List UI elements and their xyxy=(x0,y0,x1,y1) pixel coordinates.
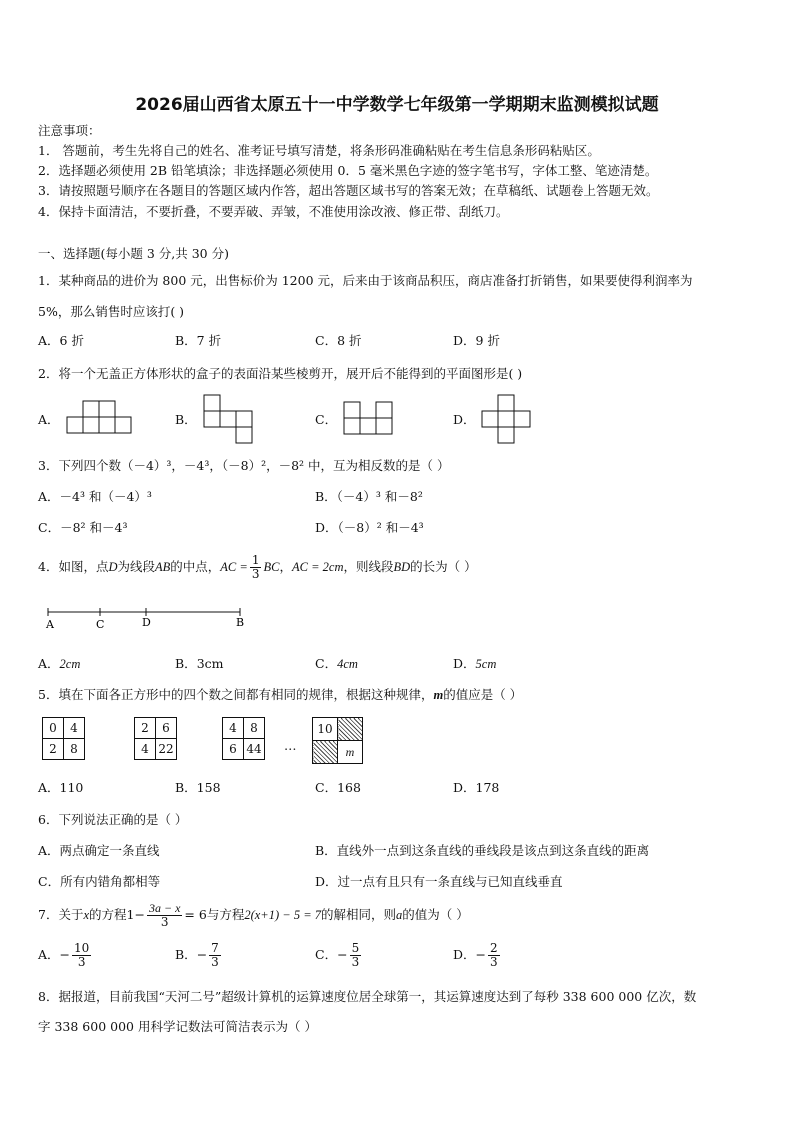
number-grid-2 xyxy=(134,717,177,760)
q2-option-a-label: A． xyxy=(38,412,60,427)
math-expr: 2(x+1) − 5 = 7 xyxy=(244,908,322,922)
fraction-denominator: 3 xyxy=(77,955,86,969)
q1-option-a: A．6 折 xyxy=(38,333,84,348)
q4-text: 4．如图，点 xyxy=(38,559,109,574)
math-var: AB xyxy=(155,560,171,574)
grid-cell-hatched xyxy=(338,718,363,741)
minus-sign: − xyxy=(337,947,348,962)
fraction-denominator: 3 xyxy=(351,955,360,969)
q7-option-d xyxy=(453,942,502,969)
fraction-denominator: 3 xyxy=(490,955,498,969)
q7-text: 的值为（ ） xyxy=(402,907,469,922)
q4-text: ， xyxy=(279,559,292,574)
option-value: 4cm xyxy=(337,657,358,671)
point-label-b: B xyxy=(236,616,245,629)
point-label-d: D xyxy=(142,616,151,629)
grid-cell: 6 xyxy=(223,739,244,760)
fraction-numerator: 10 xyxy=(74,941,90,955)
q4-option-d xyxy=(453,656,496,672)
q3-option-c: C．－8² 和－4³ xyxy=(38,520,128,535)
q6-option-b: B．直线外一点到这条直线的垂线段是该点到这条直线的距离 xyxy=(315,843,650,858)
q1-option-b: B．7 折 xyxy=(175,333,222,348)
q4-text: 的中点， xyxy=(170,559,221,574)
point-label-a: A xyxy=(46,618,54,630)
fraction-numerator: 7 xyxy=(211,941,219,955)
q5-stem xyxy=(38,687,522,703)
fraction-numerator: 2 xyxy=(490,941,498,955)
math-expr: = 6 xyxy=(184,907,207,922)
q5-text: 的值应是（ ） xyxy=(443,687,523,702)
math-var: x xyxy=(83,908,90,922)
math-expr: AC = 2cm xyxy=(291,560,344,574)
grid-cell-hatched xyxy=(313,741,338,764)
grid-cell: 2 xyxy=(135,718,156,739)
option-value: 3cm xyxy=(196,656,224,671)
q4-option-c xyxy=(315,656,358,672)
cube-net-a xyxy=(67,401,131,433)
fraction-numerator: 1 xyxy=(251,553,260,567)
grid-cell: 8 xyxy=(64,739,85,760)
q4-text: 的长为（ ） xyxy=(410,559,477,574)
minus-sign: − xyxy=(59,947,71,962)
q7-text: 的解相同，则 xyxy=(321,907,397,922)
cube-net-d xyxy=(482,395,530,443)
fraction xyxy=(488,942,500,969)
number-grid-3 xyxy=(222,717,265,760)
q4-stem xyxy=(38,554,477,581)
q3-option-b: B．（－4）³ 和－8² xyxy=(315,489,423,504)
option-label: A． xyxy=(38,656,60,671)
option-value: 5cm xyxy=(475,657,497,671)
notice-item: 2．选择题必须使用 2B 铅笔填涂；非选择题必须使用 0．5 毫米黑色字迹的签字笔书写，字体工整、笔迹清楚。 xyxy=(38,163,658,178)
number-grid-1 xyxy=(42,717,85,760)
option-label: D． xyxy=(453,947,476,962)
fraction-numerator: 5 xyxy=(351,941,360,955)
q5-option-b: B．158 xyxy=(175,780,221,795)
fraction-numerator: 3a − x xyxy=(148,901,181,915)
grid-cell: 22 xyxy=(156,739,177,760)
q3-option-d: D．（－8）² 和－4³ xyxy=(315,520,424,535)
q4-text: 为线段 xyxy=(117,559,155,574)
q1-option-c: C．8 折 xyxy=(315,333,362,348)
q7-text: 的方程 xyxy=(89,907,127,922)
q7-text: 与方程 xyxy=(206,907,245,922)
q8-stem-line2: 字 338 600 000 用科学记数法可简洁表示为（ ） xyxy=(38,1019,317,1034)
number-grid-4 xyxy=(312,717,363,764)
grid-cell: 4 xyxy=(223,718,244,739)
notice-item: 3．请按照题号顺序在各题目的答题区域内作答，超出答题区域书写的答案无效；在草稿纸、试题卷上答题无效。 xyxy=(38,183,659,198)
q1-stem-line2: 5%，那么销售时应该打( ) xyxy=(38,304,185,319)
q7-stem xyxy=(38,902,469,929)
fraction-denominator: 3 xyxy=(160,915,169,929)
math-expr: AC = xyxy=(220,560,248,574)
fraction xyxy=(209,942,221,969)
q8-stem-line1: 8．据报道，目前我国“天河二号”超级计算机的运算速度位居全球第一，其运算速度达到了每秒 338 600 000 亿次，数 xyxy=(38,989,697,1004)
segment-figure xyxy=(40,604,250,630)
ellipsis: … xyxy=(284,738,297,753)
grid-cell: 4 xyxy=(135,739,156,760)
fraction-denominator: 3 xyxy=(211,955,219,969)
notice-item: 4．保持卡面清洁，不要折叠，不要弄破、弄皱，不准使用涂改液、修正带、刮纸刀。 xyxy=(38,204,509,219)
q4-option-a xyxy=(38,656,80,672)
option-label: B． xyxy=(175,656,197,671)
q3-stem: 3．下列四个数（－4）³，－4³，（－8）²，－8² 中，互为相反数的是（ ） xyxy=(38,458,450,473)
fraction-denominator: 3 xyxy=(251,567,260,581)
cube-net-figures xyxy=(0,0,794,460)
page-title: 2026届山西省太原五十一中学数学七年级第一学期期末监测模拟试题 xyxy=(135,95,659,115)
fraction xyxy=(350,942,362,969)
grid-cell: 4 xyxy=(64,718,85,739)
fraction xyxy=(72,942,91,969)
fraction xyxy=(147,902,182,929)
q1-stem-line1: 1．某种商品的进价为 800 元，出售标价为 1200 元，后来由于该商品积压，商店准备打折销售，如果要使得利润率为 xyxy=(38,273,693,288)
math-var: BC xyxy=(263,560,280,574)
grid-cell: 8 xyxy=(244,718,265,739)
q2-option-b-label: B． xyxy=(175,412,197,427)
q4-option-b xyxy=(175,656,224,672)
option-label: A． xyxy=(38,947,60,962)
cube-net-c xyxy=(344,402,392,434)
math-var: D xyxy=(108,560,118,574)
q2-option-c-label: C． xyxy=(315,412,338,427)
grid-cell: 0 xyxy=(43,718,64,739)
q5-text: 5．填在下面各正方形中的四个数之间都有相同的规律，根据这种规律， xyxy=(38,687,434,702)
fraction xyxy=(250,554,262,581)
q7-option-b xyxy=(175,942,223,969)
point-label-c: C xyxy=(96,618,105,630)
q6-option-c: C．所有内错角都相等 xyxy=(38,874,161,889)
section-heading: 一、选择题(每小题 3 分,共 30 分) xyxy=(38,246,229,261)
grid-cell: 6 xyxy=(156,718,177,739)
cube-net-b xyxy=(204,395,252,443)
option-label: B． xyxy=(175,947,197,962)
q7-option-a xyxy=(38,942,93,969)
q1-option-d: D．9 折 xyxy=(453,333,500,348)
notice-item: 1． 答题前，考生先将自己的姓名、准考证号填写清楚，将条形码准确粘贴在考生信息条形码粘贴区。 xyxy=(38,143,600,158)
q4-text: ，则线段 xyxy=(343,559,394,574)
option-value: 2cm xyxy=(59,657,81,671)
q5-option-d: D．178 xyxy=(453,780,500,795)
math-var: BD xyxy=(393,560,411,574)
q6-option-d: D．过一点有且只有一条直线与已知直线垂直 xyxy=(315,874,563,889)
minus-sign: − xyxy=(196,947,208,962)
q6-stem: 6．下列说法正确的是（ ） xyxy=(38,812,188,827)
grid-cell: 10 xyxy=(313,718,338,741)
q5-option-c: C．168 xyxy=(315,780,361,795)
math-var: a xyxy=(396,908,403,922)
q6-option-a: A．两点确定一条直线 xyxy=(38,843,160,858)
q5-option-a: A．110 xyxy=(38,780,84,795)
q3-option-a: A．－4³ 和（－4）³ xyxy=(38,489,152,504)
q7-option-c xyxy=(315,942,363,969)
grid-cell: 44 xyxy=(244,739,265,760)
math-var: m xyxy=(433,688,444,702)
option-label: C． xyxy=(315,947,338,962)
q2-stem: 2．将一个无盖正方体形状的盒子的表面沿某些棱剪开，展开后不能得到的平面图形是( ) xyxy=(38,366,523,381)
option-label: C． xyxy=(315,656,338,671)
grid-cell: 2 xyxy=(43,739,64,760)
math-expr: 1− xyxy=(126,907,145,922)
grid-cell: m xyxy=(338,741,363,764)
minus-sign: − xyxy=(475,947,487,962)
notice-heading: 注意事项： xyxy=(38,123,101,138)
q7-text: 7．关于 xyxy=(38,907,84,922)
option-label: D． xyxy=(453,656,476,671)
q2-option-d-label: D． xyxy=(453,412,476,427)
